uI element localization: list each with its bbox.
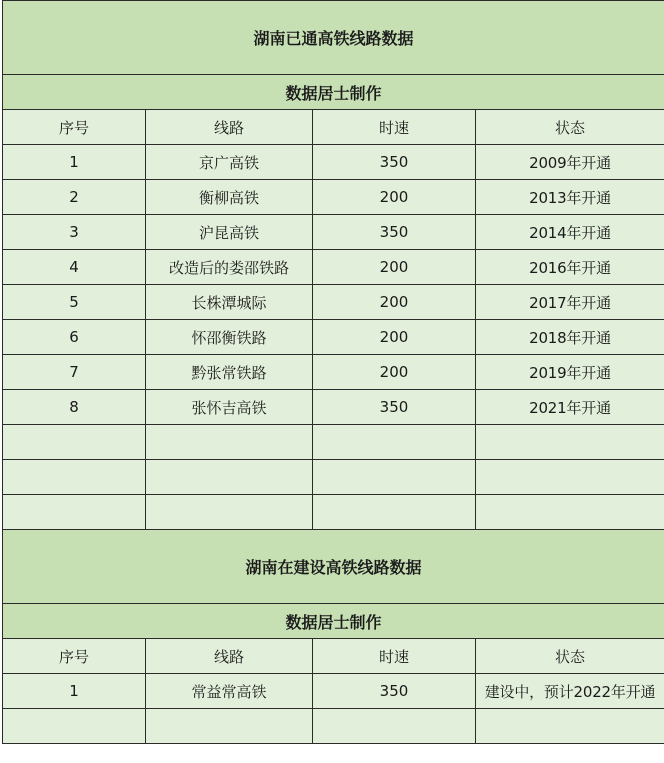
cell-line[interactable]: 张怀吉高铁 (146, 390, 313, 425)
section1-title[interactable]: 湖南已通高铁线路数据 (3, 1, 664, 75)
cell-status[interactable]: 2009年开通 (476, 145, 664, 180)
empty-cell[interactable] (146, 425, 313, 460)
empty-cell[interactable] (476, 425, 664, 460)
cell-index[interactable]: 1 (3, 674, 146, 709)
empty-cell[interactable] (146, 460, 313, 495)
cell-status[interactable]: 2017年开通 (476, 285, 664, 320)
empty-row (3, 460, 664, 495)
header-line[interactable]: 线路 (146, 110, 313, 145)
empty-row (3, 495, 664, 530)
cell-line[interactable]: 常益常高铁 (146, 674, 313, 709)
empty-cell[interactable] (476, 495, 664, 530)
cell-index[interactable]: 7 (3, 355, 146, 390)
table-row (3, 390, 664, 425)
section2-title[interactable]: 湖南在建设高铁线路数据 (3, 530, 664, 604)
cell-speed[interactable]: 350 (313, 145, 476, 180)
cell-speed[interactable]: 200 (313, 320, 476, 355)
header-index[interactable]: 序号 (3, 110, 146, 145)
empty-row (3, 709, 664, 744)
empty-cell[interactable] (3, 495, 146, 530)
table-row (3, 250, 664, 285)
cell-line[interactable]: 改造后的娄邵铁路 (146, 250, 313, 285)
table-row (3, 674, 664, 709)
cell-speed[interactable]: 350 (313, 215, 476, 250)
header-speed[interactable]: 时速 (313, 110, 476, 145)
section1-subtitle[interactable]: 数据居士制作 (3, 75, 664, 110)
empty-cell[interactable] (146, 495, 313, 530)
cell-speed[interactable]: 200 (313, 285, 476, 320)
empty-row (3, 425, 664, 460)
table-row (3, 145, 664, 180)
cell-index[interactable]: 3 (3, 215, 146, 250)
cell-status[interactable]: 2016年开通 (476, 250, 664, 285)
section2-subtitle[interactable]: 数据居士制作 (3, 604, 664, 639)
empty-cell[interactable] (313, 495, 476, 530)
header-line[interactable]: 线路 (146, 639, 313, 674)
empty-cell[interactable] (313, 425, 476, 460)
section1-header-row (3, 110, 664, 145)
empty-cell[interactable] (3, 460, 146, 495)
cell-line[interactable]: 黔张常铁路 (146, 355, 313, 390)
cell-speed[interactable]: 350 (313, 674, 476, 709)
header-status[interactable]: 状态 (476, 110, 664, 145)
cell-status[interactable]: 2018年开通 (476, 320, 664, 355)
cell-line[interactable]: 衡柳高铁 (146, 180, 313, 215)
section2-header-row (3, 639, 664, 674)
spreadsheet-grid (2, 0, 664, 744)
table-row (3, 285, 664, 320)
cell-line[interactable]: 怀邵衡铁路 (146, 320, 313, 355)
empty-cell[interactable] (476, 709, 664, 744)
cell-line[interactable]: 长株潭城际 (146, 285, 313, 320)
cell-speed[interactable]: 200 (313, 250, 476, 285)
header-index[interactable]: 序号 (3, 639, 146, 674)
cell-status[interactable]: 2021年开通 (476, 390, 664, 425)
cell-index[interactable]: 4 (3, 250, 146, 285)
empty-cell[interactable] (3, 425, 146, 460)
table-row (3, 180, 664, 215)
empty-cell[interactable] (476, 460, 664, 495)
empty-cell[interactable] (313, 709, 476, 744)
table-row (3, 355, 664, 390)
empty-cell[interactable] (146, 709, 313, 744)
cell-index[interactable]: 2 (3, 180, 146, 215)
cell-status[interactable]: 2019年开通 (476, 355, 664, 390)
header-speed[interactable]: 时速 (313, 639, 476, 674)
header-status[interactable]: 状态 (476, 639, 664, 674)
empty-cell[interactable] (3, 709, 146, 744)
cell-speed[interactable]: 350 (313, 390, 476, 425)
cell-status[interactable]: 2014年开通 (476, 215, 664, 250)
cell-index[interactable]: 5 (3, 285, 146, 320)
table-row (3, 215, 664, 250)
cell-line[interactable]: 沪昆高铁 (146, 215, 313, 250)
cell-status[interactable]: 建设中，预计2022年开通 (476, 674, 664, 709)
empty-cell[interactable] (313, 460, 476, 495)
table-row (3, 320, 664, 355)
cell-index[interactable]: 8 (3, 390, 146, 425)
cell-index[interactable]: 1 (3, 145, 146, 180)
cell-status[interactable]: 2013年开通 (476, 180, 664, 215)
cell-line[interactable]: 京广高铁 (146, 145, 313, 180)
cell-speed[interactable]: 200 (313, 355, 476, 390)
cell-speed[interactable]: 200 (313, 180, 476, 215)
cell-index[interactable]: 6 (3, 320, 146, 355)
